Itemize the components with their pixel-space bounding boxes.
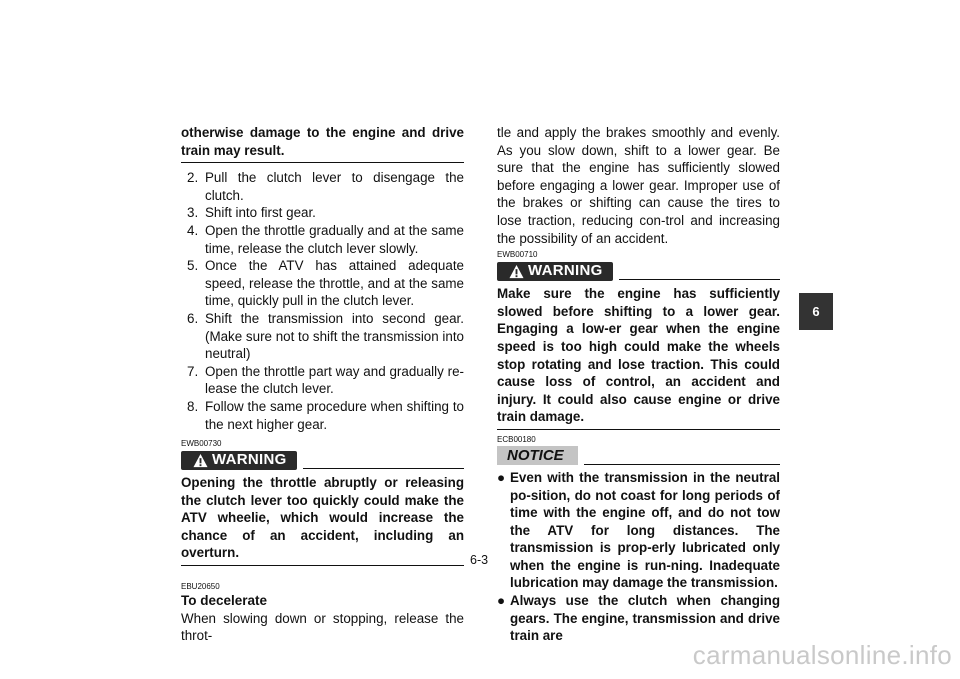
notice-code: ECB00180 (497, 434, 536, 444)
notice-banner (497, 446, 780, 466)
notice-bullets (497, 469, 780, 645)
step-item: 5. Once the ATV has attained adequate speed, release the throttle, and at the same time, quickly pull in the clutch lever. (187, 258, 464, 309)
warning-triangle-icon (509, 264, 524, 279)
right-continuation-text: tle and apply the brakes smoothly and evenly. As you slow down, shift to a lower gear. Be sure that the engine has sufficiently slowed before engaging a lower gear. Improper use of the brakes or shifting can cause the tires to lose traction, reducing con-trol and increasing the possibility of an accident. (497, 125, 780, 246)
section-text: When slowing down or stopping, release the throt- (181, 610, 464, 644)
left-continuation-text: otherwise damage to the engine and drive train may result. (181, 125, 464, 158)
warning-label: WARNING (528, 262, 603, 280)
left-column (181, 124, 464, 645)
warning-text: Make sure the engine has sufficiently slowed before shifting to a lower gear. Engaging a low-er gear when the engine speed is too high could make the wheels stop rotating and lose traction. This could cause loss of control, an accident and injury. It could also cause engine or drive train damage. (497, 286, 780, 425)
section-heading: To decelerate (181, 593, 268, 609)
page-number: 6-3 (470, 553, 489, 567)
warning-triangle-icon (193, 453, 208, 468)
step-item: 2. Pull the clutch lever to disengage the clutch. (187, 170, 464, 203)
warning-text: Opening the throttle abruptly or releasing the clutch lever too quickly could make the ATV wheelie, which would increase the chance of an accident, including an overturn. (181, 475, 464, 561)
warning-top-rule (619, 279, 780, 280)
warning-top-rule (303, 468, 464, 469)
notice-label: NOTICE (497, 446, 578, 465)
right-column (497, 124, 780, 645)
warning-code: EWB00710 (497, 250, 538, 260)
chapter-tab: 6 (799, 293, 833, 330)
watermark: carmanualsonline.info (692, 640, 952, 670)
list-item: ● Always use the clutch when changing gears. The engine, transmission and drive train are (497, 593, 780, 644)
list-item: ● Even with the transmission in the neutral po-sition, do not coast for long periods of time with the engine off, and do not tow the ATV for long distances. The transmission is prop-erly lubricated only when the engine is run-ning. Inadequate lubrication may damage the transmission. (497, 469, 780, 591)
notice-top-rule (584, 464, 780, 465)
caution-end-rule (181, 162, 464, 163)
bullet-icon: ● (497, 469, 506, 485)
step-item: 7. Open the throttle part way and gradually re-lease the clutch lever. (187, 363, 464, 397)
bullet-icon: ● (497, 593, 506, 609)
warning-banner (181, 450, 464, 470)
step-item: 4. Open the throttle gradually and at the same time, release the clutch lever slowly. (187, 222, 464, 256)
warning-end-rule (181, 565, 464, 566)
warning-end-rule (497, 429, 780, 430)
step-item: 3. Shift into first gear. (187, 205, 316, 221)
warning-code: EWB00730 (181, 439, 222, 449)
procedure-steps (181, 169, 464, 433)
section-code: EBU20650 (181, 582, 220, 592)
warning-banner (497, 261, 780, 281)
step-item: 6. Shift the transmission into second gear. (Make sure not to shift the transmission into neutral) (187, 310, 464, 362)
warning-label: WARNING (212, 451, 287, 469)
step-item: 8. Follow the same procedure when shifting to the next higher gear. (187, 398, 464, 432)
